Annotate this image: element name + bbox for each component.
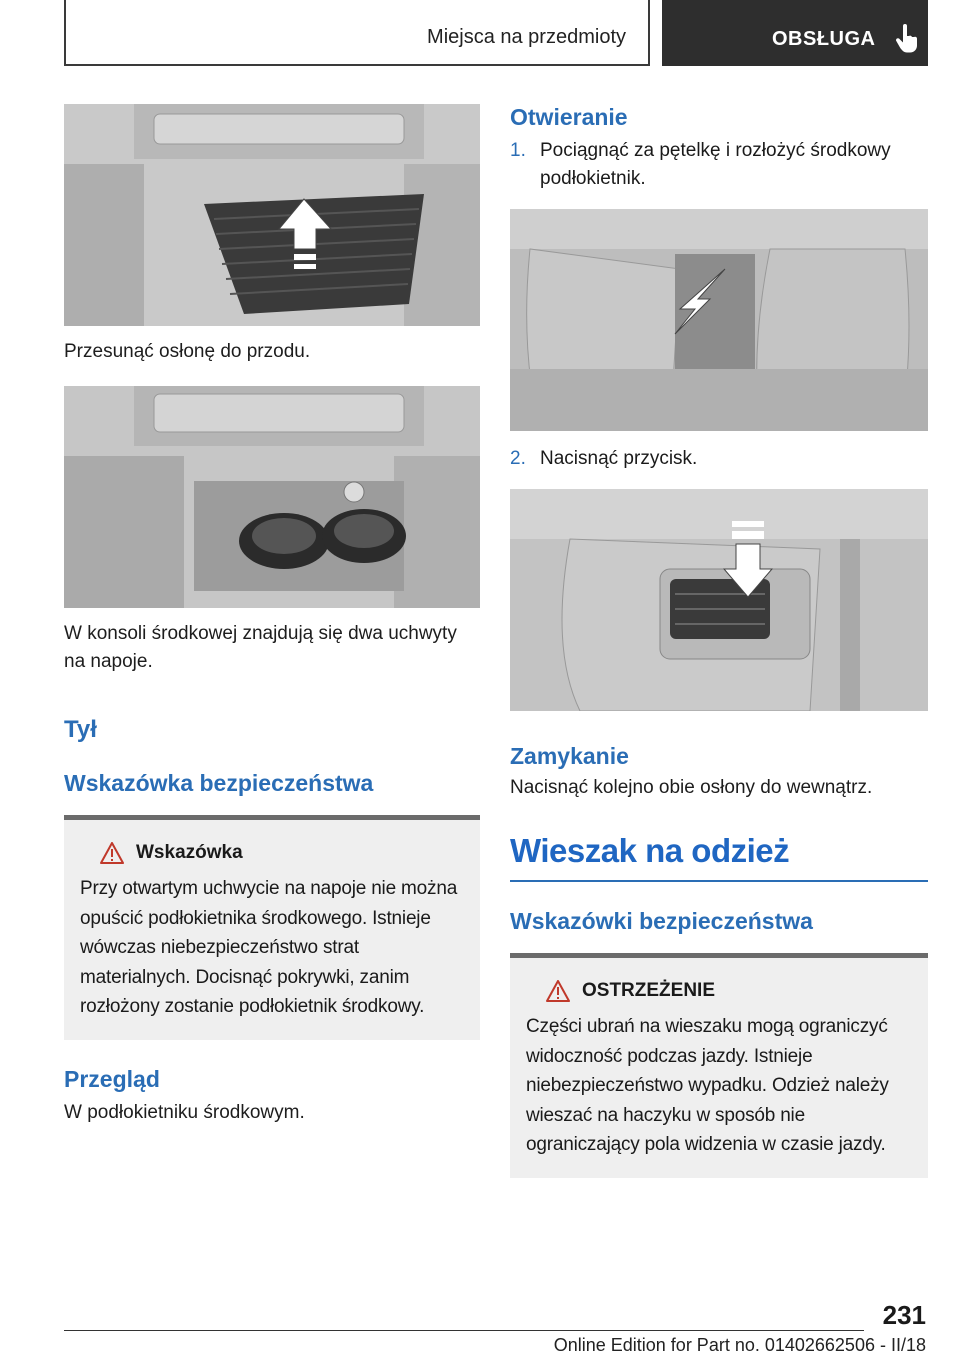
steps-list-2 — [510, 445, 928, 473]
warning-triangle-icon — [546, 980, 570, 1002]
warning-header — [526, 980, 912, 1002]
warning-box — [510, 953, 928, 1178]
heading-coat-hanger: Wieszak na odzież — [510, 832, 790, 869]
heading-closing: Zamykanie — [510, 743, 629, 769]
warning-triangle-icon — [100, 842, 124, 864]
step-text: Pociągnąć za pętelkę i rozłożyć środkowy podłokietnik. — [540, 140, 891, 189]
chapter-title: OBSŁUGA — [772, 28, 876, 50]
step-number: 2. — [510, 448, 526, 469]
steps-list-1 — [510, 137, 928, 193]
notice-header — [80, 842, 464, 864]
notice-body: Przy otwartym uchwycie na napoje nie można opuścić podłokietnika środkowego. Istnieje wówczas niebezpieczeństwo strat materialnych. Docisnąć pokrywki, zanim rozłożony zostanie podłokietnik środkowy. — [80, 878, 458, 1017]
caption-cupholders: W konsoli środkowej znajdują się dwa uchwyty na napoje. — [64, 623, 457, 672]
photo-rear-armrest — [510, 209, 928, 431]
footer-divider — [64, 1330, 864, 1331]
step-text: Nacisnąć przycisk. — [540, 448, 698, 469]
edition-info: Online Edition for Part no. 01402662506 - II/18 — [553, 1335, 926, 1355]
photo-cupholders — [64, 386, 480, 608]
caption-slide-cover: Przesunąć osłonę do przodu. — [64, 341, 311, 362]
heading-opening: Otwieranie — [510, 104, 628, 130]
warning-body: Części ubrań na wieszaku mogą ograniczyć widoczność podczas jazdy. Istnieje niebezpieczeństwo wypadku. Odzież należy wieszać na haczyku w sposób nie ograniczający pola widzenia w czasie jazdy. — [526, 1016, 889, 1155]
heading-overview: Przegląd — [64, 1065, 160, 1092]
overview-text: W podłokietniku środkowym. — [64, 1101, 305, 1123]
closing-text: Nacisnąć kolejno obie osłony do wewnątrz. — [510, 777, 873, 798]
pointing-hand-icon — [894, 24, 920, 54]
photo-armrest-button — [510, 489, 928, 711]
step-number: 1. — [510, 140, 526, 161]
right-column — [510, 104, 928, 1178]
page-number: 231 — [882, 1300, 926, 1330]
chapter-tab — [662, 0, 928, 66]
heading-rear: Tył — [64, 716, 97, 743]
step-item — [510, 445, 928, 473]
photo-console-cover — [64, 104, 480, 326]
heading-safety-note: Wskazówka bezpieczeństwa — [64, 770, 374, 796]
notice-title: Wskazówka — [136, 842, 243, 863]
left-column — [64, 104, 480, 1127]
heading-safety-notes: Wskazówki bezpieczeństwa — [510, 908, 813, 934]
step-item — [510, 137, 928, 193]
header-frame — [64, 0, 650, 66]
warning-title: OSTRZEŻENIE — [582, 980, 716, 1001]
section-title: Miejsca na przedmioty — [427, 26, 626, 48]
heading-underline — [510, 880, 928, 882]
notice-box — [64, 815, 480, 1040]
